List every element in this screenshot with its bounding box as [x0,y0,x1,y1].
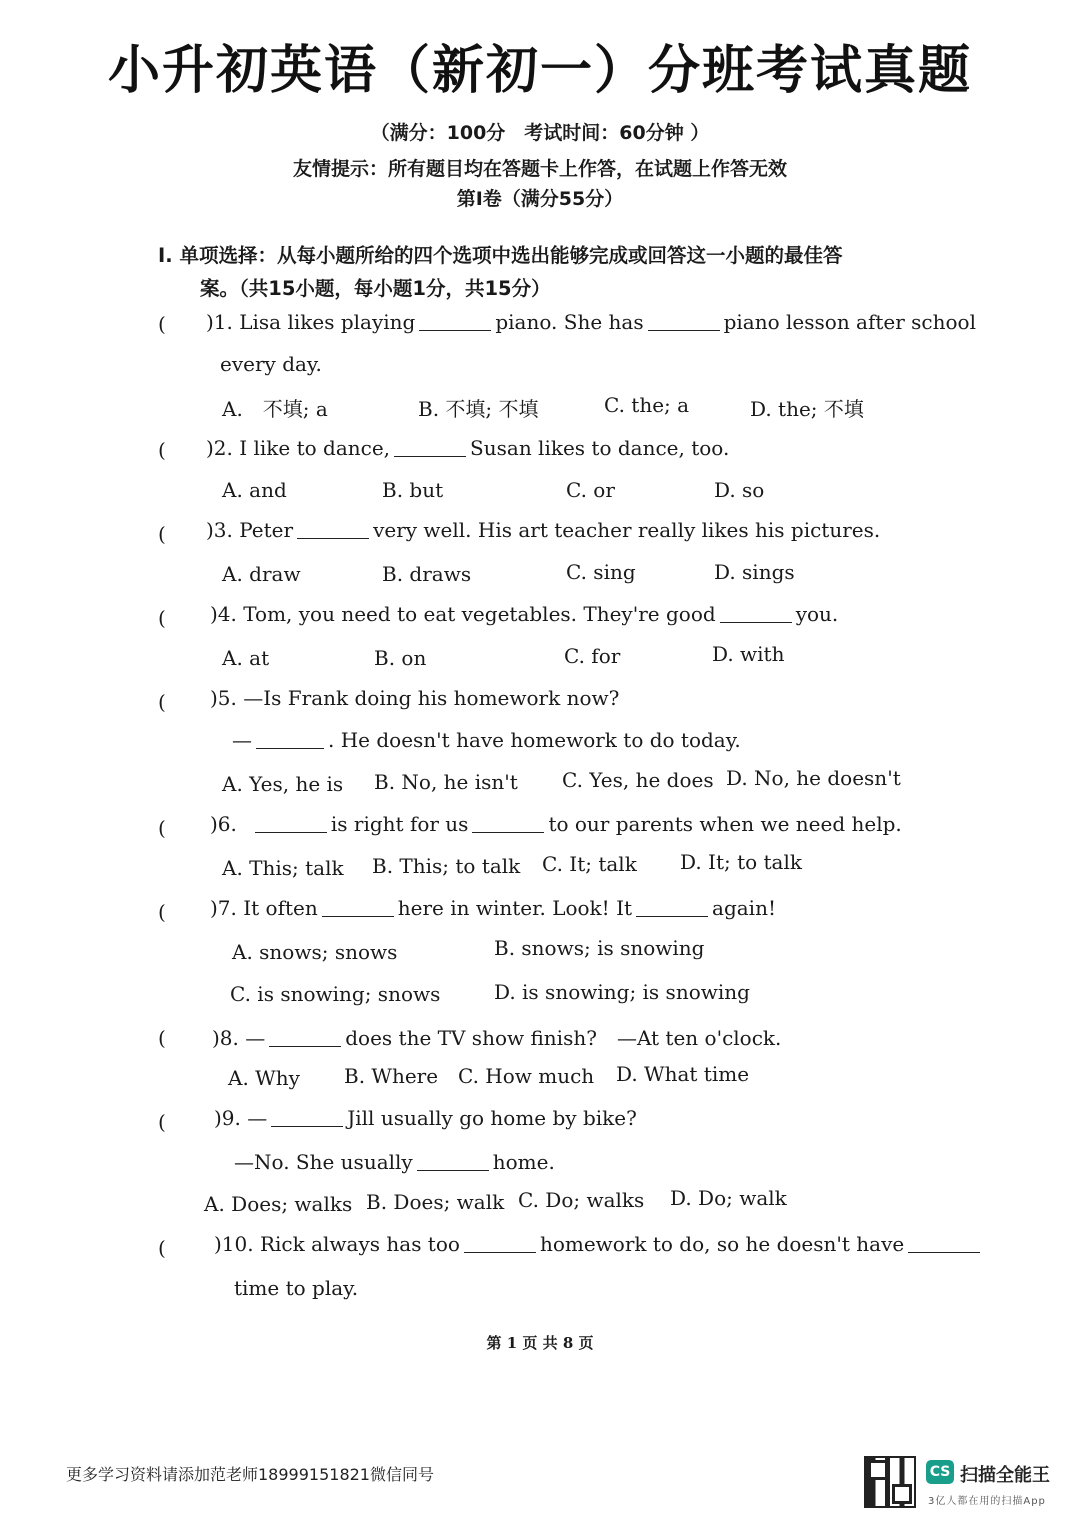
option-d: D. with [712,642,785,666]
answer-paren: ( [158,1236,166,1260]
option-b: B. This; to talk [372,854,521,878]
blank [464,1251,536,1253]
option-a: A. Why [228,1066,300,1090]
option-a: A. 不填; a [222,397,328,421]
question-1: )1. Lisa likes playing piano. She has piano lesson after school [206,310,976,334]
question-10-cont: time to play. [234,1276,359,1300]
blank [271,1125,343,1127]
scanner-app-name: 扫描全能王 [960,1465,1050,1486]
option-d: D. so [714,478,765,502]
blank [720,621,792,623]
blank [322,915,394,917]
blank [417,1169,489,1171]
blank [419,329,491,331]
question-6: )6. is right for us to our parents when we need help. [210,812,902,836]
question-1-cont: every day. [220,352,322,376]
promo-text: 更多学习资料请添加范老师18999151821微信同号 [66,1465,434,1484]
option-b: B. draws [382,562,472,586]
answer-paren: ( [158,522,166,546]
question-2: )2. I like to dance, Susan likes to dance, too. [206,436,730,460]
option-c: C. the; a [604,393,690,417]
page-number: 第 1 页 共 8 页 [486,1334,594,1352]
question-9: )9. — Jill usually go home by bike? [214,1106,637,1130]
option-d: D. No, he doesn't [726,766,901,790]
question-10: )10. Rick always has too homework to do, so he doesn't have [214,1232,984,1256]
answer-paren: ( [158,1110,166,1134]
option-b: B. No, he isn't [374,770,518,794]
answer-paren: ( [158,816,166,840]
blank [297,537,369,539]
answer-paren: ( [158,606,166,630]
option-a: A. Yes, he is [222,772,344,796]
qr-code-icon [864,1456,916,1508]
answer-paren: ( [158,900,166,924]
option-b: B. on [374,646,427,670]
option-b: B. 不填; 不填 [418,397,539,421]
option-c: C. is snowing; snows [230,982,441,1006]
option-a: A. This; talk [222,856,344,880]
scanner-tagline: 3亿人都在用的扫描App [928,1496,1046,1507]
option-a: A. and [222,478,287,502]
option-a: A. snows; snows [232,940,398,964]
option-c: C. sing [566,560,636,584]
blank [394,455,466,457]
option-a: A. Does; walks [204,1192,353,1216]
option-c: C. How much [458,1064,595,1088]
section-heading-line2: 案。（共15小题，每小题1分，共15分） [200,277,551,300]
option-d: D. the; 不填 [750,397,864,421]
answer-paren: ( [158,312,166,336]
option-d: D. is snowing; is snowing [494,980,750,1004]
option-b: B. Does; walk [366,1190,505,1214]
option-b: B. snows; is snowing [494,936,705,960]
blank [908,1251,980,1253]
option-a: A. draw [222,562,301,586]
answer-paren: ( [158,690,166,714]
question-9-answer: —No. She usually home. [234,1150,555,1174]
blank [255,831,327,833]
option-c: C. It; talk [542,852,637,876]
option-a: A. at [222,646,270,670]
option-c: C. Do; walks [518,1188,645,1212]
section-heading-line1: I. 单项选择：从每小题所给的四个选项中选出能够完成或回答这一小题的最佳答 [158,244,843,267]
option-c: C. Yes, he does [562,768,714,792]
option-d: D. sings [714,560,795,584]
camscanner-logo-icon: CS [926,1460,954,1484]
option-d: D. Do; walk [670,1186,787,1210]
blank [472,831,544,833]
answer-paren: ( [158,438,166,462]
option-d: D. What time [616,1062,750,1086]
question-4: )4. Tom, you need to eat vegetables. They're good you. [210,602,839,626]
page-title: 小升初英语（新初一）分班考试真题 [107,41,972,101]
question-7: )7. It often here in winter. Look! It again! [210,896,776,920]
blank [256,747,324,749]
option-c: C. for [564,644,621,668]
question-5-answer: — . He doesn't have homework to do today. [232,728,741,752]
part-heading: 第Ⅰ卷（满分55分） [456,188,624,210]
answer-tip: 友情提示：所有题目均在答题卡上作答，在试题上作答无效 [292,158,787,180]
option-d: D. It; to talk [680,850,802,874]
option-b: B. Where [344,1064,439,1088]
score-time-info: （满分：100分 考试时间：60分钟 ） [370,122,710,144]
blank [648,329,720,331]
question-8: )8. — does the TV show finish? —At ten o'clock. [212,1026,782,1050]
blank [636,915,708,917]
question-3: )3. Peter very well. His art teacher really likes his pictures. [206,518,881,542]
option-c: C. or [566,478,615,502]
option-b: B. but [382,478,444,502]
answer-paren: ( [158,1026,166,1050]
blank [269,1045,341,1047]
question-5: )5. —Is Frank doing his homework now? [210,686,620,710]
